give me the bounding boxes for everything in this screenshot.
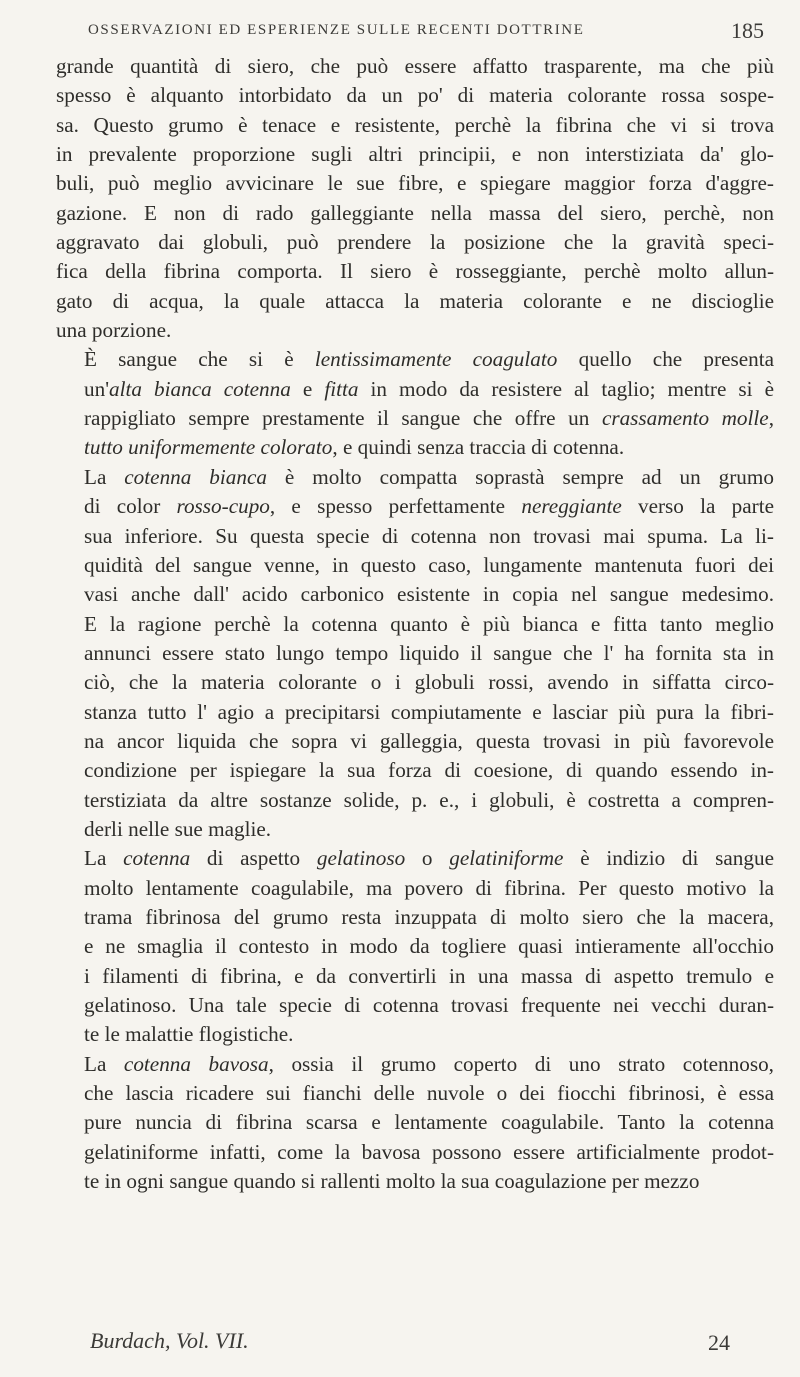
- text-line: stanza tutto l' agio a precipitarsi compiutamente e lasciar più pura la fibri-: [84, 699, 774, 724]
- running-title: OSSERVAZIONI ED ESPERIENZE SULLE RECENTI DOTTRINE: [88, 22, 585, 38]
- text-line: te in ogni sangue quando si rallenti molto la sua coagulazione per mezzo: [84, 1169, 700, 1194]
- paragraph: [56, 345, 774, 462]
- text-line: ciò, che la materia colorante o i globuli rossi, avendo in siffatta circo-: [84, 670, 774, 695]
- text-line: È sangue che si è lentissimamente coagulato quello che presenta: [84, 347, 775, 372]
- page-number: 185: [731, 18, 764, 43]
- text-line: fica della fibrina comporta. Il siero è rosseggiante, perchè molto allun-: [56, 259, 774, 284]
- text-line: condizione per ispiegare la sua forza di coesione, di quando essendo in-: [84, 758, 774, 783]
- text-line: La cotenna di aspetto gelatinoso o gelatiniforme è indizio di sangue: [84, 846, 774, 871]
- text-line: quidità del sangue venne, in questo caso, lungamente mantenuta fuori dei: [84, 552, 774, 577]
- footer-signature: 24: [708, 1330, 730, 1355]
- text-line: di color rosso-cupo, e spesso perfettamente nereggiante verso la parte: [84, 494, 775, 519]
- text-line: trama fibrinosa del grumo resta inzuppata di molto siero che la macera,: [84, 904, 774, 929]
- text-line: buli, può meglio avvicinare le sue fibre, e spiegare maggior forza d'aggre-: [56, 171, 774, 196]
- text-line: terstiziata da altre sostanze solide, p. e., i globuli, è costretta a compren-: [84, 787, 774, 812]
- text-line: na ancor liquida che sopra vi galleggia, questa trovasi in più favorevole: [84, 728, 774, 753]
- text-line: una porzione.: [56, 318, 172, 343]
- text-line: derli nelle sue maglie.: [84, 816, 272, 841]
- text-line: in prevalente proporzione sugli altri principii, e non interstiziata da' glo-: [56, 142, 774, 167]
- text-line: La cotenna bavosa, ossia il grumo coperto di uno strato cotennoso,: [84, 1051, 774, 1076]
- text-line: e ne smaglia il contesto in modo da togliere quasi intieramente all'occhio: [84, 934, 774, 959]
- paragraph: [56, 52, 774, 345]
- text-line: vasi anche dall' acido carbonico esistente in copia nel sangue medesimo.: [84, 582, 774, 607]
- paragraph: [56, 844, 774, 1049]
- text-line: grande quantità di siero, che può essere affatto trasparente, ma che più: [56, 54, 774, 78]
- running-head: [88, 18, 768, 48]
- text-line: pure nuncia di fibrina scarsa e lentamente coagulabile. Tanto la cotenna: [84, 1110, 774, 1135]
- text-line: i filamenti di fibrina, e da convertirli in una massa di aspetto tremulo e: [84, 963, 774, 988]
- text-line: sua inferiore. Su questa specie di cotenna non trovasi mai spuma. La li-: [84, 523, 774, 548]
- text-line: te le malattie flogistiche.: [84, 1022, 294, 1047]
- text-line: E la ragione perchè la cotenna quanto è più bianca e fitta tanto meglio: [84, 611, 774, 636]
- body-text: [56, 52, 774, 1196]
- text-line: La cotenna bianca è molto compatta soprastà sempre ad un grumo: [84, 464, 774, 489]
- text-line: sa. Questo grumo è tenace e resistente, perchè la fibrina che vi si trova: [56, 112, 774, 137]
- text-line: tutto uniformemente colorato, e quindi senza traccia di cotenna.: [84, 435, 625, 460]
- paragraph: [56, 463, 774, 844]
- page-footer: [90, 1328, 730, 1362]
- text-line: spesso è alquanto intorbidato da un po' di materia colorante rossa sospe-: [56, 83, 774, 108]
- text-line: molto lentamente coagulabile, ma povero di fibrina. Per questo motivo la: [84, 875, 774, 900]
- text-line: annunci essere stato lungo tempo liquido il sangue che l' ha fornita sta in: [84, 640, 774, 665]
- text-line: aggravato dai globuli, può prendere la posizione che la gravità speci-: [56, 230, 774, 255]
- text-line: gelatinoso. Una tale specie di cotenna trovasi frequente nei vecchi duran-: [84, 993, 774, 1017]
- text-line: un'alta bianca cotenna e fitta in modo da resistere al taglio; mentre si è: [84, 376, 774, 401]
- text-line: che lascia ricadere sui fianchi delle nuvole o dei fiocchi fibrinosi, è essa: [84, 1081, 774, 1106]
- paragraph: [56, 1050, 774, 1197]
- text-line: gazione. E non di rado galleggiante nella massa del siero, perchè, non: [56, 200, 774, 225]
- text-line: gelatiniforme infatti, come la bavosa possono essere artificialmente prodot-: [84, 1139, 774, 1164]
- text-line: rappigliato sempre prestamente il sangue che offre un crassamento molle,: [84, 406, 774, 431]
- text-line: gato di acqua, la quale attacca la materia colorante e ne discioglie: [56, 288, 774, 313]
- footer-author: Burdach, Vol. VII.: [90, 1328, 249, 1353]
